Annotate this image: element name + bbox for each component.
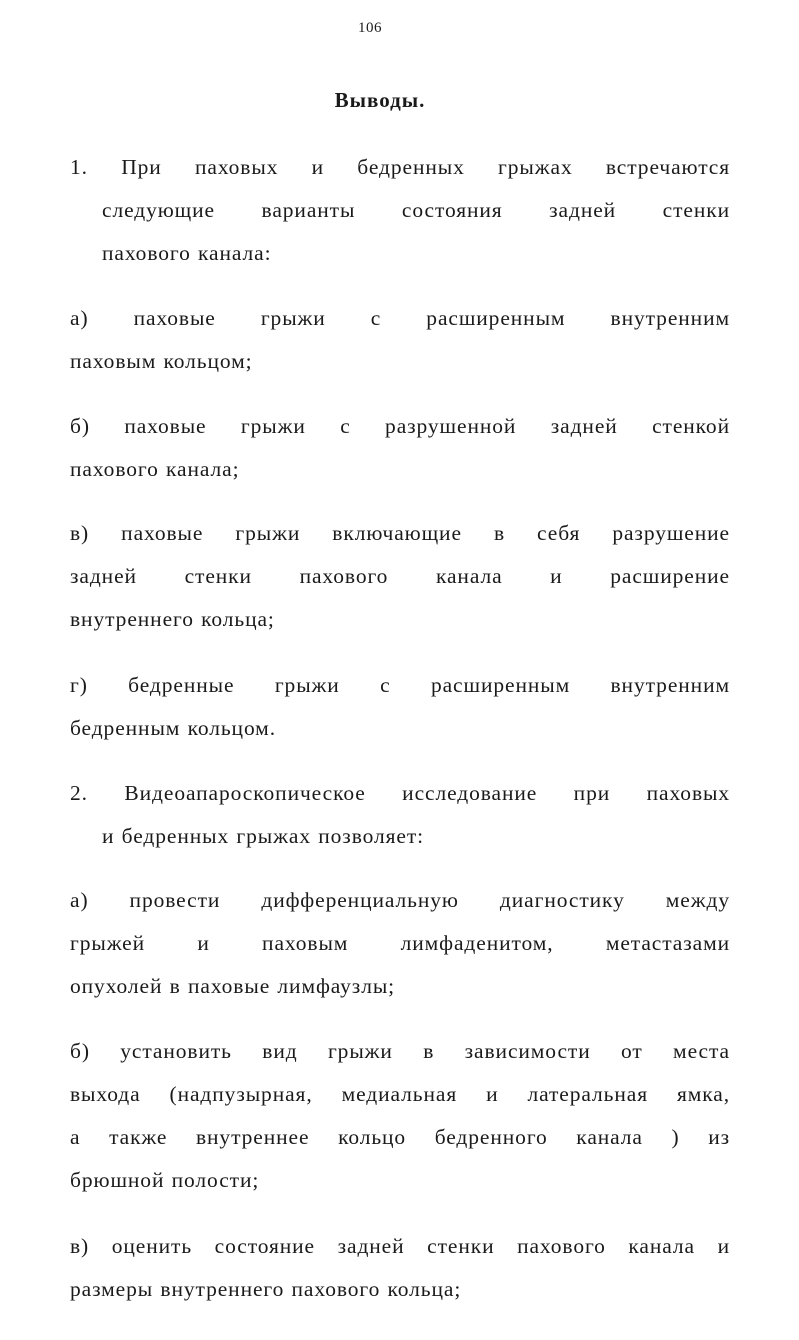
conclusion-item-2b xyxy=(70,1030,730,1202)
text-line: б) паховые грыжи с разрушенной задней стенкой xyxy=(70,414,730,438)
text-line: задней стенки пахового канала и расширение xyxy=(70,564,730,588)
text-line: 2. Видеоапароскопическое исследование при паховых xyxy=(70,781,730,805)
text-line: грыжей и паховым лимфаденитом, метастазами xyxy=(70,931,730,955)
text-line: размеры внутреннего пахового кольца; xyxy=(70,1277,462,1301)
page-number: 106 xyxy=(358,20,382,36)
conclusion-item-1d xyxy=(70,664,730,750)
conclusion-item-1b xyxy=(70,405,730,491)
text-line: в) оценить состояние задней стенки пахового канала и xyxy=(70,1234,730,1258)
text-line: а) провести дифференциальную диагностику между xyxy=(70,888,730,912)
text-line: следующие варианты состояния задней стенки xyxy=(102,198,730,222)
text-line: б) установить вид грыжи в зависимости от места xyxy=(70,1039,730,1063)
text-line: выхода (надпузырная, медиальная и латеральная ямка, xyxy=(70,1082,730,1106)
conclusion-item-2 xyxy=(70,772,730,858)
text-line: опухолей в паховые лимфаузлы; xyxy=(70,974,396,998)
section-heading: Выводы. xyxy=(334,88,426,112)
conclusion-item-1a xyxy=(70,297,730,383)
text-line: паховым кольцом; xyxy=(70,349,253,373)
conclusion-item-1 xyxy=(70,146,730,275)
text-line: а также внутреннее кольцо бедренного канала ) из xyxy=(70,1125,730,1149)
text-line: а) паховые грыжи с расширенным внутренним xyxy=(70,306,730,330)
text-line: пахового канала: xyxy=(102,241,272,265)
text-line: пахового канала; xyxy=(70,457,240,481)
conclusion-item-2c xyxy=(70,1225,730,1311)
text-line: 1. При паховых и бедренных грыжах встречаются xyxy=(70,155,730,179)
text-line: внутреннего кольца; xyxy=(70,607,275,631)
conclusion-item-2a xyxy=(70,879,730,1008)
text-line: брюшной полости; xyxy=(70,1168,260,1192)
conclusion-item-1c xyxy=(70,512,730,641)
text-line: бедренным кольцом. xyxy=(70,716,276,740)
text-line: г) бедренные грыжи с расширенным внутренним xyxy=(70,673,730,697)
text-line: и бедренных грыжах позволяет: xyxy=(102,824,424,848)
text-line: в) паховые грыжи включающие в себя разрушение xyxy=(70,521,730,545)
